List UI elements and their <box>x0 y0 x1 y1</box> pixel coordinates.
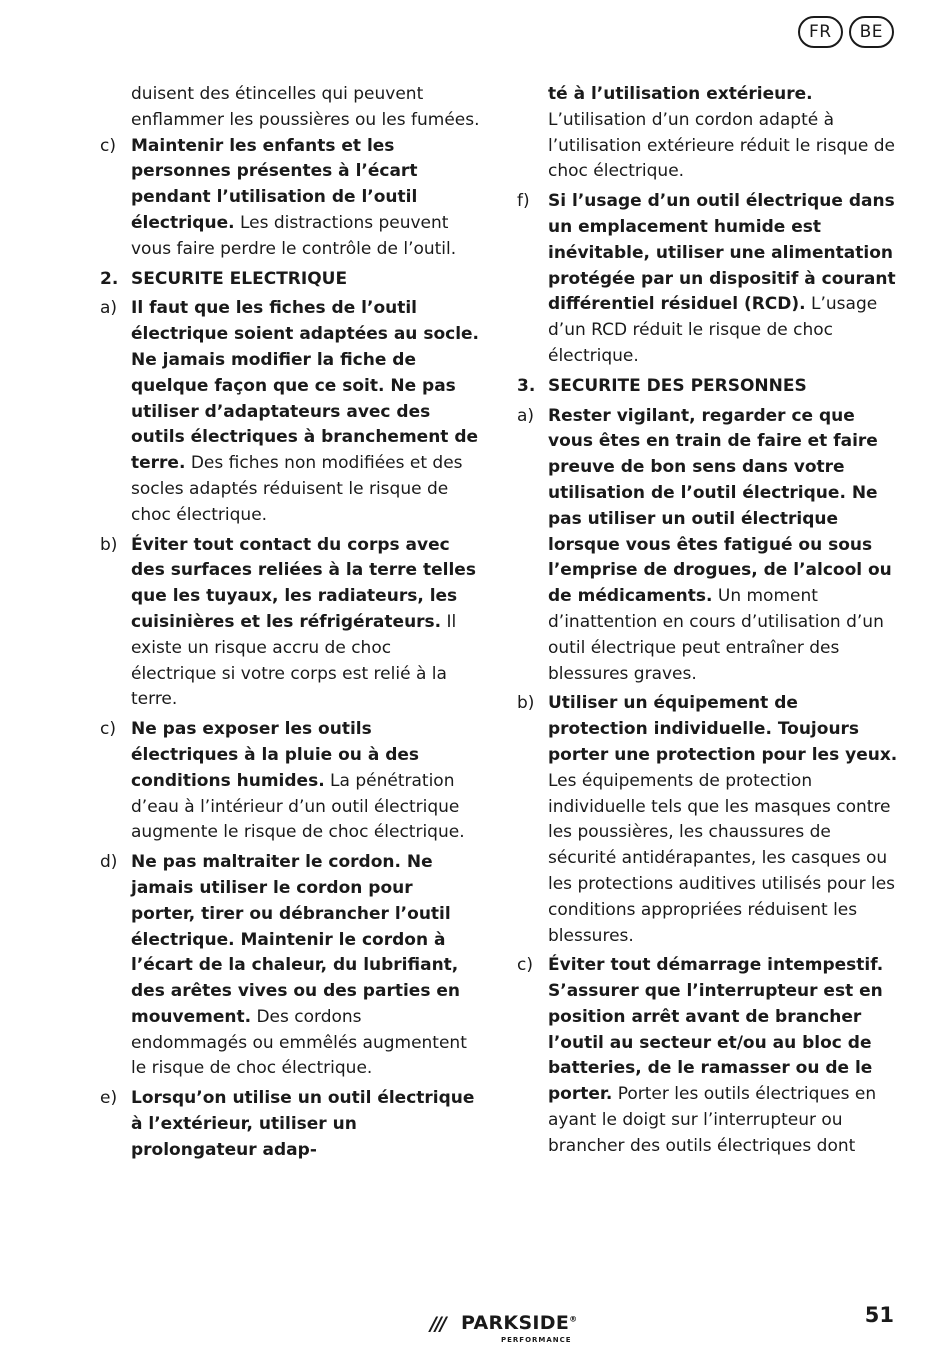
item-label: b) <box>100 534 118 555</box>
list-item <box>517 404 902 688</box>
item-text: Des cordons endommagés ou emmêlés augmentent le risque de choc électrique. <box>131 1006 467 1079</box>
item-bold: té à l’utilisation extérieure. <box>548 84 813 104</box>
list-item <box>100 850 480 1082</box>
item-bold: Ne pas exposer les outils électriques à la pluie ou à des conditions humides. <box>131 719 420 791</box>
list-item <box>100 296 480 528</box>
item-text: La pénétration d’eau à l’intérieur d’un outil électrique augmente le risque de choc électrique. <box>131 770 465 843</box>
list-item <box>100 134 480 263</box>
list-item <box>100 533 480 714</box>
logo-subtitle: PERFORMANCE <box>501 1336 572 1344</box>
item-bold: Il faut que les fiches de l’outil électrique soient adaptées au socle. Ne jamais modifier la fiche de quelque façon que ce soit. Ne pas utiliser d’adaptateurs avec des outils électriques à branchement de terre. <box>131 298 480 474</box>
section-number: 2. <box>100 268 119 289</box>
list-item <box>517 82 902 185</box>
language-badges <box>798 16 894 48</box>
item-text: Les distractions peuvent vous faire perdre le contrôle de l’outil. <box>131 212 457 259</box>
section-heading-2 <box>100 267 480 293</box>
item-bold: Lorsqu’on utilise un outil électrique à l’extérieur, utiliser un prolongateur adap- <box>131 1088 475 1160</box>
item-bold: Ne pas maltraiter le cordon. Ne jamais utiliser le cordon pour porter, tirer ou débrancher l’outil électrique. Maintenir le cordon à l’écart de la chaleur, du lubrifiant, des arêtes vives ou des parties en mouvement. <box>131 852 460 1027</box>
item-text: Il existe un risque accru de choc électrique si votre corps est relié à la terre. <box>131 611 457 710</box>
logo-text: PARKSIDE <box>461 1312 570 1334</box>
item-bold: Utiliser un équipement de protection individuelle. Toujours porter une protection pour les yeux. <box>548 693 898 765</box>
list-item <box>517 691 902 949</box>
list-item <box>100 717 480 846</box>
item-label: c) <box>100 719 116 740</box>
list-item <box>517 189 902 370</box>
lang-badge-fr: FR <box>798 16 843 48</box>
item-bold: Maintenir les enfants et les personnes présentes à l’écart pendant l’utilisation de l’outil électrique. <box>131 135 418 233</box>
logo-registered: ® <box>569 1314 578 1324</box>
item-label: f) <box>517 191 530 212</box>
item-label: e) <box>100 1088 118 1109</box>
list-item <box>100 82 480 134</box>
item-bold: Éviter tout contact du corps avec des surfaces reliées à la terre telles que les tuyaux, les radiateurs, les cuisinières et les réfrigérateurs. <box>131 534 476 632</box>
item-bold: Éviter tout démarrage intempestif. S’assurer que l’interrupteur est en position arrêt avant de brancher l’outil au secteur et/ou au bloc de batteries, de le ramasser ou de le porter. <box>548 955 884 1105</box>
item-text: Un moment d’inattention en cours d’utilisation d’un outil électrique peut entraîner des blessures graves. <box>548 586 884 684</box>
page-number: 51 <box>864 1303 894 1327</box>
paragraph-continuation: duisent des étincelles qui peuvent enflammer les poussières ou les fumées. <box>131 84 480 130</box>
item-label: a) <box>517 405 535 426</box>
item-label: c) <box>100 135 116 156</box>
section-title: SECURITE ELECTRIQUE <box>131 268 348 289</box>
list-item <box>517 953 902 1159</box>
right-column <box>517 82 902 1160</box>
section-title: SECURITE DES PERSONNES <box>548 375 807 396</box>
item-text: L’utilisation d’un cordon adapté à l’utilisation extérieure réduit le risque de choc électrique. <box>548 109 896 182</box>
item-bold: Rester vigilant, regarder ce que vous êtes en train de faire et faire preuve de bon sens dans votre utilisation de l’outil électrique. Ne pas utiliser un outil électrique lorsque vous êtes fatigué ou sous l’emprise de drogues, de l’alcool ou de médicaments. <box>548 405 892 607</box>
item-text: Porter les outils électriques en ayant le doigt sur l’interrupteur ou brancher des outils électriques dont <box>548 1084 877 1156</box>
list-item <box>100 1086 480 1163</box>
section-heading-3 <box>517 374 902 400</box>
item-text: Des fiches non modifiées et des socles adaptés réduisent le risque de choc électrique. <box>131 453 463 525</box>
item-bold: Si l’usage d’un outil électrique dans un emplacement humide est inévitable, utiliser une alimentation protégée par un dispositif à courant différentiel résiduel (RCD). <box>548 191 896 315</box>
section-number: 3. <box>517 375 536 396</box>
item-label: a) <box>100 298 118 319</box>
item-text: Les équipements de protection individuelle tels que les masques contre les poussières, les chaussures de sécurité antidérapantes, les casques ou les protections auditives utilisés pour les conditions appropriées réduisent les blessures. <box>548 770 896 946</box>
logo-slash-icon: /// <box>430 1313 445 1335</box>
parkside-logo <box>430 1310 580 1348</box>
left-column <box>100 82 480 1164</box>
item-text: L’usage d’un RCD réduit le risque de choc électrique. <box>548 294 878 366</box>
lang-badge-be: BE <box>849 16 894 48</box>
item-label: c) <box>517 955 533 976</box>
item-label: b) <box>517 693 535 714</box>
item-label: d) <box>100 852 118 873</box>
